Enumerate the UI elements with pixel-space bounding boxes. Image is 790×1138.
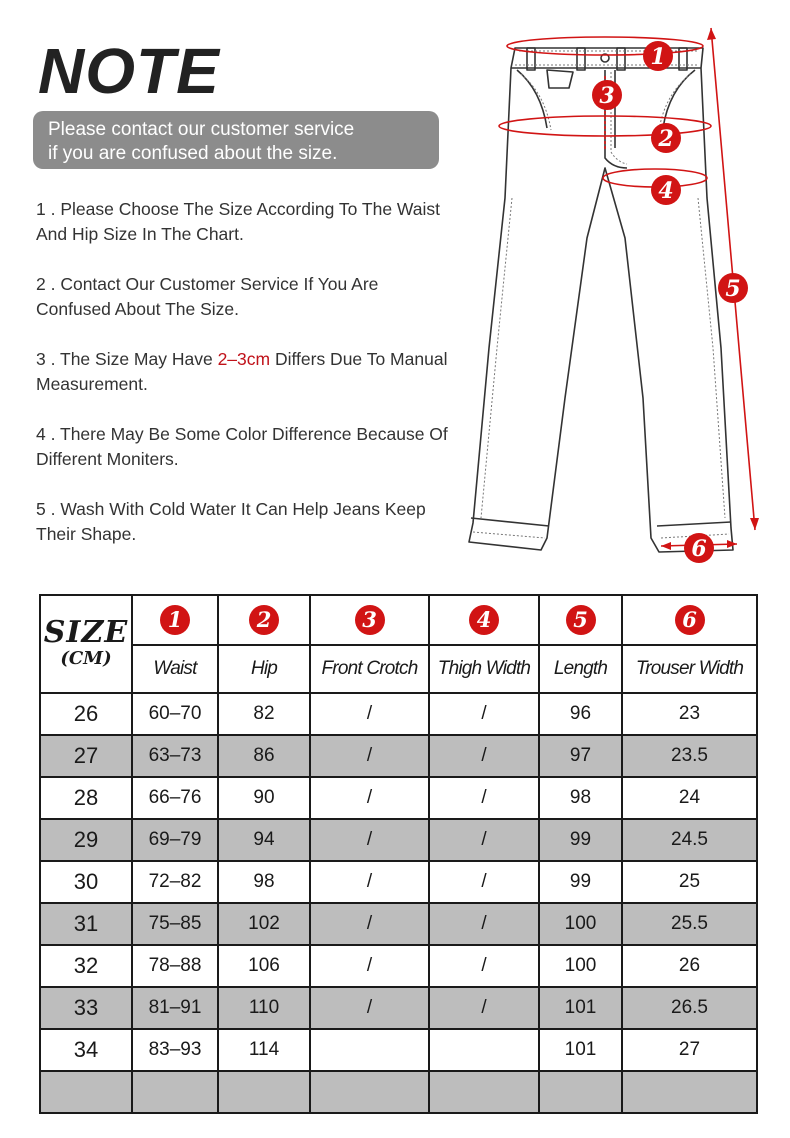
table-cell: 25	[622, 861, 757, 903]
table-cell: 97	[539, 735, 622, 777]
table-cell: 78–88	[132, 945, 218, 987]
size-value-cell: 26	[40, 693, 132, 735]
column-number-badge: 2	[249, 605, 279, 635]
table-cell: 69–79	[132, 819, 218, 861]
note-text: 3 . The Size May Have	[36, 349, 218, 369]
table-cell: /	[429, 903, 539, 945]
table-cell: 86	[218, 735, 310, 777]
table-cell: 102	[218, 903, 310, 945]
table-cell	[310, 1071, 429, 1113]
column-header: Hip	[218, 645, 310, 693]
note-item	[36, 272, 456, 322]
size-value-cell: 32	[40, 945, 132, 987]
table-cell: 24	[622, 777, 757, 819]
table-cell: /	[310, 945, 429, 987]
table-cell: 23	[622, 693, 757, 735]
table-row	[40, 945, 757, 987]
column-number-cell	[132, 595, 218, 645]
table-cell: /	[310, 735, 429, 777]
table-cell: 81–91	[132, 987, 218, 1029]
note-item	[36, 497, 456, 547]
table-cell: 83–93	[132, 1029, 218, 1071]
table-cell: 26	[622, 945, 757, 987]
column-number-badge: 1	[160, 605, 190, 635]
column-number-badge: 5	[566, 605, 596, 635]
note-highlight: 2–3cm	[217, 349, 271, 369]
table-row	[40, 903, 757, 945]
size-value-cell	[40, 1071, 132, 1113]
column-header: Waist	[132, 645, 218, 693]
table-row	[40, 987, 757, 1029]
table-cell: 101	[539, 1029, 622, 1071]
table-row	[40, 861, 757, 903]
size-value-cell: 29	[40, 819, 132, 861]
table-cell: 27	[622, 1029, 757, 1071]
table-cell	[539, 1071, 622, 1113]
column-number-cell	[622, 595, 757, 645]
size-table-body	[40, 693, 757, 1113]
table-cell: /	[310, 861, 429, 903]
table-cell: 82	[218, 693, 310, 735]
table-cell: /	[310, 693, 429, 735]
size-value-cell: 31	[40, 903, 132, 945]
table-row	[40, 819, 757, 861]
table-row	[40, 1029, 757, 1071]
table-cell: /	[310, 903, 429, 945]
table-cell: /	[429, 777, 539, 819]
marker-6-label: 6	[691, 536, 707, 562]
unit-label: (CM)	[60, 648, 112, 669]
size-value-cell: 34	[40, 1029, 132, 1071]
page-title: NOTE	[38, 35, 220, 107]
table-row	[40, 1071, 757, 1113]
table-cell: 99	[539, 861, 622, 903]
column-number-badge: 6	[675, 605, 705, 635]
note-text: 1 . Please Choose The Size According To The Waist And Hip Size In The Chart.	[36, 199, 441, 244]
table-cell: 25.5	[622, 903, 757, 945]
size-value-cell: 30	[40, 861, 132, 903]
size-value-cell: 28	[40, 777, 132, 819]
table-cell	[429, 1071, 539, 1113]
banner-line-1: Please contact our customer service	[48, 119, 355, 140]
note-text: 5 . Wash With Cold Water It Can Help Jeans Keep Their Shape.	[36, 499, 426, 544]
table-cell: 98	[218, 861, 310, 903]
note-item	[36, 422, 456, 472]
table-cell: 96	[539, 693, 622, 735]
table-cell	[132, 1071, 218, 1113]
table-cell: /	[429, 945, 539, 987]
table-cell	[218, 1071, 310, 1113]
column-number-cell	[429, 595, 539, 645]
table-cell: /	[429, 735, 539, 777]
table-cell: 72–82	[132, 861, 218, 903]
table-cell: 23.5	[622, 735, 757, 777]
waist-measure-line	[507, 37, 703, 55]
marker-3-label: 3	[599, 83, 615, 109]
table-cell	[622, 1071, 757, 1113]
note-text: 4 . There May Be Some Color Difference Because Of Different Moniters.	[36, 424, 448, 469]
table-cell: 24.5	[622, 819, 757, 861]
note-item	[36, 347, 456, 397]
contact-banner	[33, 111, 439, 169]
table-cell: /	[429, 693, 539, 735]
column-header: Front Crotch	[310, 645, 429, 693]
table-cell: 90	[218, 777, 310, 819]
table-cell: 114	[218, 1029, 310, 1071]
jeans-outline	[469, 48, 733, 552]
table-cell: /	[310, 819, 429, 861]
column-header: Trouser Width	[622, 645, 757, 693]
marker-1-label: 1	[650, 44, 666, 70]
size-header	[40, 595, 132, 693]
column-number-badge: 3	[355, 605, 385, 635]
table-cell: 63–73	[132, 735, 218, 777]
table-row	[40, 693, 757, 735]
table-cell: /	[310, 777, 429, 819]
marker-2-label: 2	[658, 126, 674, 152]
table-cell: 75–85	[132, 903, 218, 945]
table-cell: 94	[218, 819, 310, 861]
column-number-cell	[539, 595, 622, 645]
table-cell: /	[429, 819, 539, 861]
table-cell: /	[429, 861, 539, 903]
table-cell	[310, 1029, 429, 1071]
marker-4-label: 4	[658, 178, 674, 204]
marker-5-label: 5	[725, 276, 741, 302]
table-cell: 26.5	[622, 987, 757, 1029]
size-value-cell: 27	[40, 735, 132, 777]
column-number-cell	[310, 595, 429, 645]
note-text-after: Differs Due To Manual Measurement.	[36, 349, 448, 394]
column-header: Length	[539, 645, 622, 693]
table-row	[40, 735, 757, 777]
table-cell: 110	[218, 987, 310, 1029]
size-chart-table	[39, 594, 758, 1114]
table-row	[40, 777, 757, 819]
table-cell: 106	[218, 945, 310, 987]
column-number-cell	[218, 595, 310, 645]
column-number-badge: 4	[469, 605, 499, 635]
table-cell: 100	[539, 903, 622, 945]
jeans-measurement-diagram	[455, 18, 785, 578]
table-cell: 99	[539, 819, 622, 861]
note-item	[36, 197, 456, 247]
notes-list	[36, 197, 456, 572]
table-cell: 66–76	[132, 777, 218, 819]
size-value-cell: 33	[40, 987, 132, 1029]
banner-line-2: if you are confused about the size.	[48, 143, 338, 164]
size-label: SIZE	[43, 615, 129, 650]
table-cell: /	[429, 987, 539, 1029]
table-cell: 101	[539, 987, 622, 1029]
note-text: 2 . Contact Our Customer Service If You Are Confused About The Size.	[36, 274, 379, 319]
table-cell: 98	[539, 777, 622, 819]
table-cell	[429, 1029, 539, 1071]
column-header: Thigh Width	[429, 645, 539, 693]
table-cell: 100	[539, 945, 622, 987]
table-cell: /	[310, 987, 429, 1029]
table-cell: 60–70	[132, 693, 218, 735]
